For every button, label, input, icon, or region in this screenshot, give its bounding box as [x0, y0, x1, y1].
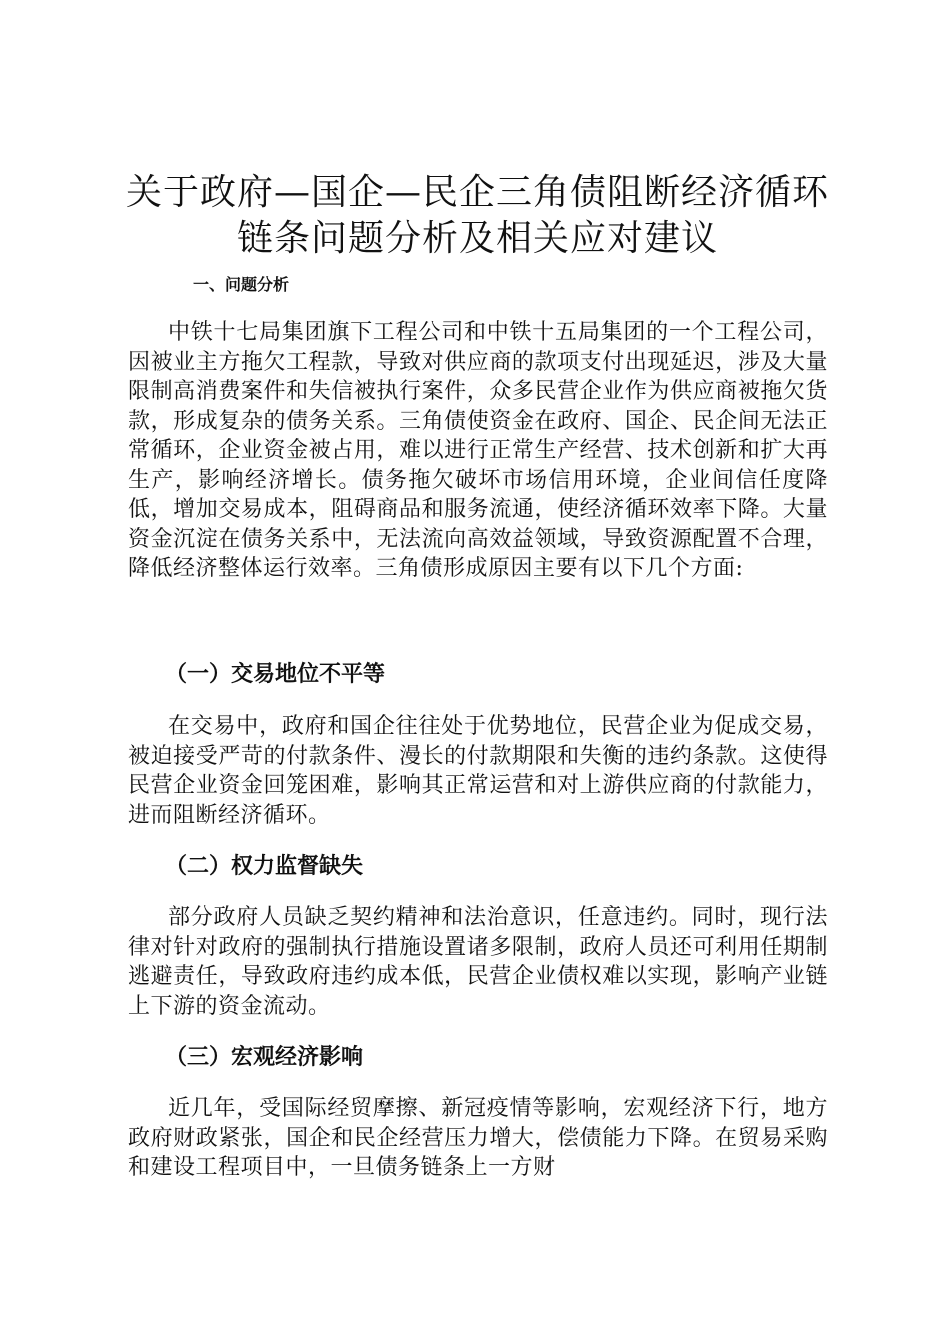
- body-paragraph: 近几年，受国际经贸摩擦、新冠疫情等影响，宏观经济下行，地方政府财政紧张，国企和民企经营压力增大，偿债能力下降。在贸易采购和建设工程项目中，一旦债务链条上一方财: [128, 1096, 828, 1180]
- body-paragraph: 部分政府人员缺乏契约精神和法治意识，任意违约。同时，现行法律对针对政府的强制执行措施设置诸多限制，政府人员还可利用任期制逃避责任，导致政府违约成本低，民营企业债权难以实现，影响产业链上下游的资金流动。: [128, 905, 828, 1019]
- subheading-lack-of-oversight: （二）权力监督缺失: [165, 854, 364, 879]
- body-paragraph: 中铁十七局集团旗下工程公司和中铁十五局集团的一个工程公司，因被业主方拖欠工程款，导致对供应商的款项支付出现延迟，涉及大量限制高消费案件和失信被执行案件，众多民营企业作为供应商被拖欠货款，形成复杂的债务关系。三角债使资金在政府、国企、民企间无法正常循环，企业资金被占用，难以进行正常生产经营、技术创新和扩大再生产，影响经济增长。债务拖欠破坏市场信用环境，企业间信任度降低，增加交易成本，阻碍商品和服务流通，使经济循环效率下降。大量资金沉淀在债务关系中，无法流向高效益领域，导致资源配置不合理，降低经济整体运行效率。三角债形成原因主要有以下几个方面:: [128, 320, 828, 581]
- document-title: 关于政府—国企—民企三角债阻断经济循环链条问题分析及相关应对建议: [125, 172, 829, 259]
- body-paragraph: 在交易中，政府和国企往往处于优势地位，民营企业为促成交易，被迫接受严苛的付款条件、漫长的付款期限和失衡的违约条款。这使得民营企业资金回笼困难，影响其正常运营和对上游供应商的付款能力，进而阻断经济循环。: [128, 714, 828, 828]
- section-heading: 一、问题分析: [193, 275, 290, 294]
- subheading-macroeconomic-impact: （三）宏观经济影响: [165, 1045, 364, 1070]
- subheading-unequal-status: （一）交易地位不平等: [165, 662, 386, 687]
